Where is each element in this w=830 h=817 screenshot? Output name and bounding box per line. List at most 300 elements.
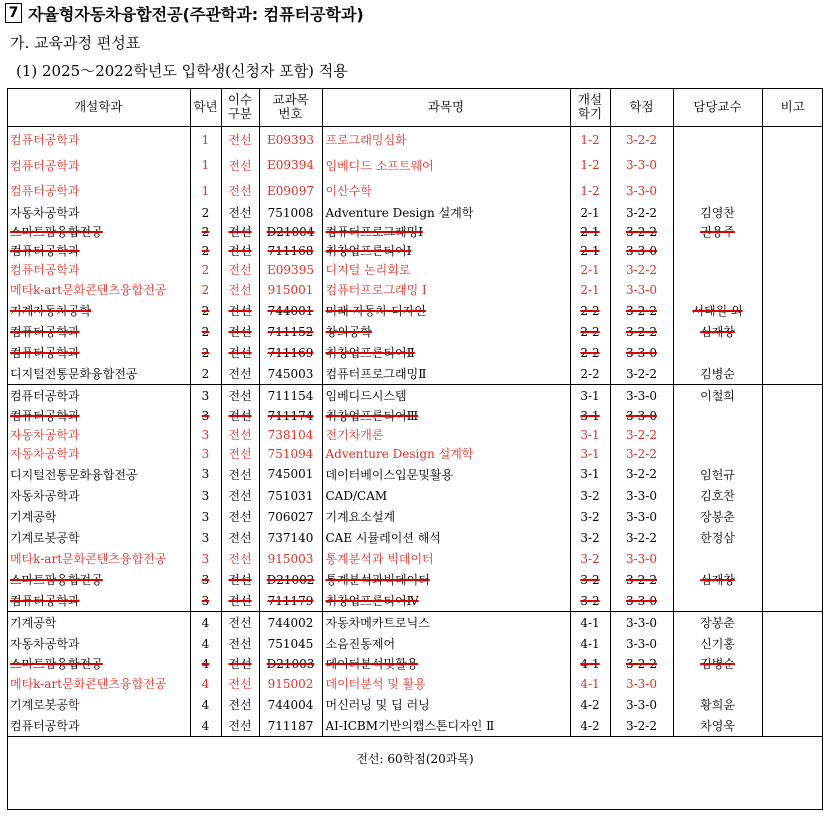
table-row (7, 485, 823, 506)
cell-type: 전선 (221, 279, 259, 300)
cell-professor: 장봉춘 (673, 612, 762, 634)
cell-code: 745001 (259, 463, 322, 485)
cell-professor: 신기홍 (673, 633, 762, 654)
cell-year: 4 (190, 612, 221, 634)
table-row (7, 385, 823, 407)
cell-type: 전선 (221, 612, 259, 634)
cell-code: 751031 (259, 485, 322, 506)
header-year: 학년 (190, 88, 221, 127)
cell-year: 3 (190, 485, 221, 506)
cell-name: 디지털 논리회로 (322, 260, 570, 279)
header-professor: 담당교수 (673, 88, 762, 127)
cell-note (762, 715, 823, 737)
cell-type: 전선 (221, 590, 259, 612)
cell-code: 711179 (259, 590, 322, 612)
cell-note (762, 241, 823, 260)
cell-year: 2 (190, 342, 221, 363)
cell-note (762, 406, 823, 425)
cell-year: 3 (190, 590, 221, 612)
cell-note (762, 321, 823, 342)
cell-name: 프로그래밍심화 (322, 127, 570, 153)
cell-note (762, 694, 823, 715)
table-footer-row (7, 737, 823, 780)
cell-code: E09097 (259, 178, 322, 203)
cell-professor (673, 590, 762, 612)
cell-code: D21003 (259, 654, 322, 673)
cell-name: 통계분석과 빅데이터 (322, 548, 570, 569)
header-semester: 개설 학기 (570, 88, 610, 127)
cell-name: 컴퓨터프로그래밍Ⅰ (322, 222, 570, 241)
cell-credit: 3-3-0 (610, 279, 673, 300)
cell-credit: 3-2-2 (610, 222, 673, 241)
table-row (7, 654, 823, 673)
cell-year: 2 (190, 363, 221, 385)
cell-dept: 디지털전통문화융합전공 (7, 463, 190, 485)
cell-type: 전선 (221, 241, 259, 260)
cell-credit: 3-3-0 (610, 406, 673, 425)
cell-type: 전선 (221, 527, 259, 548)
cell-professor: 임헌규 (673, 463, 762, 485)
cell-year: 4 (190, 654, 221, 673)
cell-professor (673, 279, 762, 300)
cell-credit: 3-2-2 (610, 527, 673, 548)
cell-type: 전선 (221, 385, 259, 407)
cell-dept: 메타k-art문화콘텐츠융합전공 (7, 548, 190, 569)
cell-professor: 김병순 (673, 363, 762, 385)
cell-year: 3 (190, 569, 221, 590)
cell-credit: 3-3-0 (610, 612, 673, 634)
cell-semester: 1-2 (570, 178, 610, 203)
cell-professor (673, 178, 762, 203)
cell-semester: 2-1 (570, 279, 610, 300)
table-row (7, 694, 823, 715)
cell-semester: 4-1 (570, 673, 610, 694)
cell-code: 744001 (259, 300, 322, 321)
cell-credit: 3-3-0 (610, 485, 673, 506)
cell-type: 전선 (221, 694, 259, 715)
cell-credit: 3-2-2 (610, 203, 673, 222)
cell-dept: 컴퓨터공학과 (7, 385, 190, 407)
cell-credit: 3-2-2 (610, 321, 673, 342)
cell-code: 711168 (259, 241, 322, 260)
cell-year: 2 (190, 321, 221, 342)
cell-professor: 이철희 (673, 385, 762, 407)
table-row (7, 127, 823, 153)
cell-code: D21004 (259, 222, 322, 241)
cell-year: 2 (190, 203, 221, 222)
cell-name: 머신러닝 및 딥 러닝 (322, 694, 570, 715)
total-credits: 전선: 60학점(20과목) (7, 737, 823, 780)
cell-name: 취창업프론티어Ⅱ (322, 342, 570, 363)
cell-credit: 3-3-0 (610, 506, 673, 527)
cell-dept: 컴퓨터공학과 (7, 715, 190, 737)
cell-professor: 차영욱 (673, 715, 762, 737)
table-row (7, 203, 823, 222)
cell-dept: 메타k-art문화콘텐츠융합전공 (7, 673, 190, 694)
cell-dept: 컴퓨터공학과 (7, 241, 190, 260)
cell-note (762, 178, 823, 203)
cell-credit: 3-3-0 (610, 178, 673, 203)
section-title (5, 2, 364, 24)
cell-semester: 2-2 (570, 342, 610, 363)
cell-year: 1 (190, 127, 221, 153)
cell-note (762, 527, 823, 548)
cell-name: 취창업프론티어Ⅰ (322, 241, 570, 260)
cell-dept: 컴퓨터공학과 (7, 260, 190, 279)
subtitle: 가. 교육과정 편성표 (10, 34, 141, 52)
cell-professor (673, 673, 762, 694)
cell-semester: 4-1 (570, 654, 610, 673)
table-row (7, 279, 823, 300)
cell-professor: 한정삼 (673, 527, 762, 548)
cell-dept: 컴퓨터공학과 (7, 342, 190, 363)
header-dept: 개설학과 (7, 88, 190, 127)
cell-note (762, 363, 823, 385)
cell-professor (673, 342, 762, 363)
table-header-row (7, 88, 823, 127)
cell-year: 3 (190, 385, 221, 407)
table-row (7, 548, 823, 569)
cell-name: AI-ICBM기반의캡스톤디자인 Ⅱ (322, 715, 570, 737)
cell-credit: 3-3-0 (610, 385, 673, 407)
cell-credit: 3-2-2 (610, 444, 673, 463)
cell-professor: 심재창 (673, 321, 762, 342)
cell-dept: 자동차공학과 (7, 633, 190, 654)
cell-name: 데이터분석및활용 (322, 654, 570, 673)
cell-code: 738104 (259, 425, 322, 444)
cell-type: 전선 (221, 222, 259, 241)
cell-name: 이산수학 (322, 178, 570, 203)
table-row (7, 222, 823, 241)
cell-professor (673, 127, 762, 153)
cell-dept: 스마트팜융합전공 (7, 222, 190, 241)
cell-note (762, 279, 823, 300)
cell-type: 전선 (221, 463, 259, 485)
cell-professor: 김영찬 (673, 203, 762, 222)
cell-year: 2 (190, 222, 221, 241)
cell-code: 744004 (259, 694, 322, 715)
cell-professor: 장봉춘 (673, 506, 762, 527)
cell-code: D21002 (259, 569, 322, 590)
cell-dept: 자동차공학과 (7, 444, 190, 463)
cell-credit: 3-3-0 (610, 633, 673, 654)
cell-name: 임베디드시스템 (322, 385, 570, 407)
cell-note (762, 203, 823, 222)
cell-name: 기계요소설계 (322, 506, 570, 527)
cell-semester: 3-1 (570, 463, 610, 485)
cell-code: 711152 (259, 321, 322, 342)
cell-semester: 2-2 (570, 300, 610, 321)
cell-dept: 메타k-art문화콘텐츠융합전공 (7, 279, 190, 300)
cell-credit: 3-3-0 (610, 342, 673, 363)
cell-year: 3 (190, 548, 221, 569)
table-row (7, 612, 823, 634)
cell-type: 전선 (221, 506, 259, 527)
cell-code: 751045 (259, 633, 322, 654)
cell-credit: 3-2-2 (610, 463, 673, 485)
table-row (7, 527, 823, 548)
cell-type: 전선 (221, 485, 259, 506)
table-row (7, 260, 823, 279)
cell-note (762, 612, 823, 634)
cell-name: 창의공학 (322, 321, 570, 342)
cell-credit: 3-3-0 (610, 694, 673, 715)
table-row (7, 715, 823, 737)
cell-credit: 3-2-2 (610, 654, 673, 673)
cell-type: 전선 (221, 342, 259, 363)
cell-name: 임베디드 소프트웨어 (322, 152, 570, 178)
cell-code: 751094 (259, 444, 322, 463)
cell-year: 3 (190, 506, 221, 527)
table-row (7, 406, 823, 425)
cell-year: 2 (190, 279, 221, 300)
cell-semester: 3-2 (570, 548, 610, 569)
cell-dept: 컴퓨터공학과 (7, 127, 190, 153)
cell-professor (673, 260, 762, 279)
cell-professor: 김병순 (673, 654, 762, 673)
cell-semester: 1-2 (570, 152, 610, 178)
cell-dept: 스마트팜융합전공 (7, 569, 190, 590)
cell-type: 전선 (221, 321, 259, 342)
cell-dept: 컴퓨터공학과 (7, 178, 190, 203)
cell-semester: 2-2 (570, 363, 610, 385)
cell-name: 데이터베이스입문및활용 (322, 463, 570, 485)
cell-type: 전선 (221, 260, 259, 279)
cell-semester: 4-1 (570, 612, 610, 634)
cell-code: 745003 (259, 363, 322, 385)
cell-name: Adventure Design 설계학 (322, 203, 570, 222)
cell-dept: 자동차공학과 (7, 485, 190, 506)
subsubtitle: (1) 2025～2022학년도 입학생(신청자 포함) 적용 (16, 62, 348, 80)
cell-semester: 3-2 (570, 506, 610, 527)
cell-name: CAE 시뮬레이션 해석 (322, 527, 570, 548)
cell-professor: 심재창 (673, 569, 762, 590)
table-row (7, 300, 823, 321)
cell-year: 2 (190, 241, 221, 260)
table-row (7, 463, 823, 485)
cell-type: 전선 (221, 633, 259, 654)
cell-note (762, 506, 823, 527)
cell-code: 711187 (259, 715, 322, 737)
cell-dept: 스마트팜융합전공 (7, 654, 190, 673)
cell-code: 711154 (259, 385, 322, 407)
cell-name: Adventure Design 설계학 (322, 444, 570, 463)
cell-type: 전선 (221, 300, 259, 321)
curriculum-table (7, 88, 823, 779)
table-row (7, 152, 823, 178)
header-note: 비고 (762, 88, 823, 127)
cell-professor (673, 444, 762, 463)
header-name: 과목명 (322, 88, 570, 127)
cell-note (762, 463, 823, 485)
cell-note (762, 444, 823, 463)
cell-note (762, 548, 823, 569)
cell-year: 4 (190, 673, 221, 694)
cell-name: CAD/CAM (322, 485, 570, 506)
cell-credit: 3-3-0 (610, 673, 673, 694)
cell-professor (673, 425, 762, 444)
cell-credit: 3-2-2 (610, 363, 673, 385)
cell-note (762, 342, 823, 363)
cell-note (762, 152, 823, 178)
cell-semester: 2-1 (570, 241, 610, 260)
cell-semester: 3-1 (570, 385, 610, 407)
cell-code: 744002 (259, 612, 322, 634)
table-row (7, 425, 823, 444)
cell-semester: 1-2 (570, 127, 610, 153)
cell-year: 3 (190, 425, 221, 444)
cell-note (762, 673, 823, 694)
cell-code: 915001 (259, 279, 322, 300)
cell-note (762, 633, 823, 654)
cell-note (762, 260, 823, 279)
table-row (7, 673, 823, 694)
cell-code: 706027 (259, 506, 322, 527)
table-row (7, 444, 823, 463)
cell-semester: 2-1 (570, 260, 610, 279)
cell-type: 전선 (221, 152, 259, 178)
cell-year: 3 (190, 527, 221, 548)
cell-type: 전선 (221, 363, 259, 385)
cell-type: 전선 (221, 444, 259, 463)
table-row (7, 178, 823, 203)
cell-name: 컴퓨터프로그래밍 I (322, 279, 570, 300)
cell-type: 전선 (221, 715, 259, 737)
cell-type: 전선 (221, 654, 259, 673)
table-row (7, 633, 823, 654)
table-row (7, 363, 823, 385)
cell-name: 통계분석과빅데이터 (322, 569, 570, 590)
cell-name: 소음진동제어 (322, 633, 570, 654)
cell-semester: 2-2 (570, 321, 610, 342)
cell-name: 전기차개론 (322, 425, 570, 444)
cell-credit: 3-2-2 (610, 715, 673, 737)
cell-type: 전선 (221, 406, 259, 425)
cell-note (762, 569, 823, 590)
cell-note (762, 590, 823, 612)
cell-name: 컴퓨터프로그래밍Ⅱ (322, 363, 570, 385)
cell-dept: 컴퓨터공학과 (7, 152, 190, 178)
cell-note (762, 654, 823, 673)
cell-dept: 기계자동차공학 (7, 300, 190, 321)
section-number: 7 (5, 3, 22, 23)
cell-year: 3 (190, 463, 221, 485)
cell-code: E09395 (259, 260, 322, 279)
cell-semester: 3-2 (570, 485, 610, 506)
table-row (7, 321, 823, 342)
cell-code: E09393 (259, 127, 322, 153)
cell-note (762, 385, 823, 407)
cell-type: 전선 (221, 569, 259, 590)
cell-year: 3 (190, 406, 221, 425)
cell-code: E09394 (259, 152, 322, 178)
cell-year: 4 (190, 633, 221, 654)
cell-semester: 4-2 (570, 694, 610, 715)
cell-semester: 4-1 (570, 633, 610, 654)
cell-dept: 자동차공학과 (7, 203, 190, 222)
cell-credit: 3-2-2 (610, 425, 673, 444)
cell-code: 751008 (259, 203, 322, 222)
cell-name: 미래 자동차 디자인 (322, 300, 570, 321)
cell-type: 전선 (221, 178, 259, 203)
cell-year: 4 (190, 715, 221, 737)
cell-professor: 김호찬 (673, 485, 762, 506)
cell-semester: 3-1 (570, 406, 610, 425)
cell-note (762, 485, 823, 506)
cell-professor: 서태원 외 (673, 300, 762, 321)
cell-year: 1 (190, 152, 221, 178)
cell-year: 1 (190, 178, 221, 203)
cell-type: 전선 (221, 548, 259, 569)
cell-note (762, 127, 823, 153)
cell-name: 데이터분석 및 활용 (322, 673, 570, 694)
cell-note (762, 222, 823, 241)
section-title-text: 자율형자동차융합전공(주관학과: 컴퓨터공학과) (28, 4, 364, 24)
cell-credit: 3-2-2 (610, 127, 673, 153)
cell-code: 915002 (259, 673, 322, 694)
cell-semester: 3-2 (570, 590, 610, 612)
header-credit: 학점 (610, 88, 673, 127)
cell-year: 3 (190, 444, 221, 463)
table-row (7, 506, 823, 527)
cell-name: 취창업프론티어Ⅲ (322, 406, 570, 425)
cell-semester: 2-1 (570, 222, 610, 241)
cell-type: 전선 (221, 673, 259, 694)
cell-code: 915003 (259, 548, 322, 569)
cell-semester: 3-1 (570, 444, 610, 463)
header-type: 이수 구분 (221, 88, 259, 127)
cell-credit: 3-3-0 (610, 241, 673, 260)
table-row (7, 241, 823, 260)
cell-semester: 3-2 (570, 527, 610, 548)
cell-semester: 2-1 (570, 203, 610, 222)
cell-dept: 디지털전통문화융합전공 (7, 363, 190, 385)
cell-credit: 3-3-0 (610, 152, 673, 178)
cell-semester: 3-1 (570, 425, 610, 444)
cell-professor (673, 152, 762, 178)
cell-professor: 권용주 (673, 222, 762, 241)
table-row (7, 569, 823, 590)
cell-dept: 컴퓨터공학과 (7, 406, 190, 425)
cell-code: 737140 (259, 527, 322, 548)
cell-type: 전선 (221, 127, 259, 153)
table-row (7, 342, 823, 363)
cell-professor (673, 406, 762, 425)
cell-credit: 3-2-2 (610, 260, 673, 279)
cell-code: 711174 (259, 406, 322, 425)
cell-dept: 기계로봇공학 (7, 527, 190, 548)
header-code: 교과목 번호 (259, 88, 322, 127)
cell-dept: 컴퓨터공학과 (7, 321, 190, 342)
cell-note (762, 300, 823, 321)
cell-professor: 황희윤 (673, 694, 762, 715)
cell-type: 전선 (221, 425, 259, 444)
cell-semester: 4-2 (570, 715, 610, 737)
cell-name: 자동차메카트로닉스 (322, 612, 570, 634)
cell-credit: 3-2-2 (610, 569, 673, 590)
cell-credit: 3-2-2 (610, 300, 673, 321)
cell-dept: 기계공학 (7, 506, 190, 527)
cell-dept: 자동차공학과 (7, 425, 190, 444)
cell-type: 전선 (221, 203, 259, 222)
cell-dept: 컴퓨터공학과 (7, 590, 190, 612)
cell-year: 2 (190, 300, 221, 321)
cell-semester: 3-2 (570, 569, 610, 590)
cell-professor (673, 241, 762, 260)
cell-dept: 기계공학 (7, 612, 190, 634)
cell-code: 711169 (259, 342, 322, 363)
table-row (7, 590, 823, 612)
